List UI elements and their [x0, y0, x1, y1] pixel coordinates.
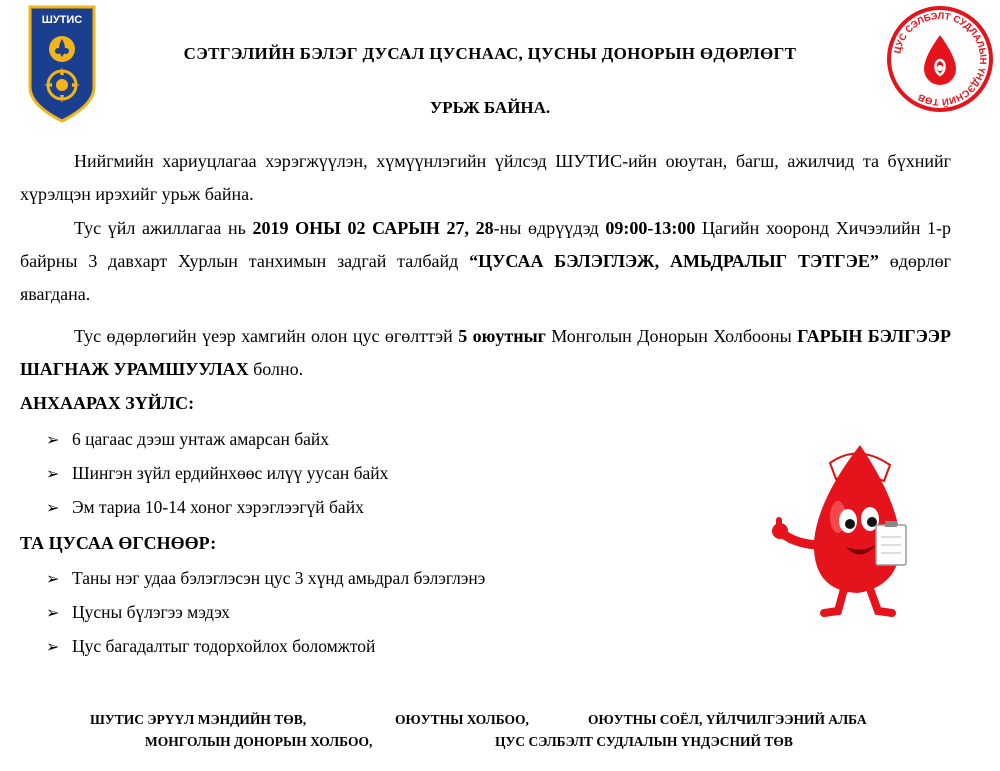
benefits-heading: ТА ЦУСАА ӨГСНӨӨР: — [20, 533, 217, 553]
footer-org-transfusion-center: ЦУС СЭЛБЭЛТ СУДЛАЛЫН ҮНДЭСНИЙ ТӨВ — [495, 734, 793, 749]
benefit-item: ➢ Таны нэг удаа бэлэглэсэн цус 3 хүнд амьдрал бэлэглэнэ — [46, 568, 486, 588]
blood-drop-mascot-icon — [768, 425, 938, 620]
footer-org-donor-association: МОНГОЛЫН ДОНОРЫН ХОЛБОО, — [145, 734, 373, 749]
arrow-bullet-icon: ➢ — [46, 569, 60, 588]
page-title-line1: СЭТГЭЛИЙН БЭЛЭГ ДУСАЛ ЦУСНААС, ЦУСНЫ ДОНОРЫН ӨДӨРЛӨГТ — [183, 44, 797, 63]
attention-item: ➢ Шингэн зүйл ердийнхөөс илүү уусан байх — [46, 463, 389, 483]
attention-item: ➢ 6 цагаас дээш унтаж амарсан байх — [46, 429, 330, 449]
university-logo-text: ШУТИС — [41, 14, 83, 26]
blood-center-logo — [886, 5, 994, 113]
footer-org-student-services: ОЮУТНЫ СОЁЛ, ҮЙЛЧИЛГЭЭНИЙ АЛБА — [588, 712, 867, 727]
arrow-bullet-icon: ➢ — [46, 464, 60, 483]
university-logo — [28, 5, 96, 123]
benefit-item: ➢ Цус багадалтыг тодорхойлох боломжтой — [46, 636, 376, 656]
footer-org-health-center: ШУТИС ЭРҮҮЛ МЭНДИЙН ТӨВ, — [90, 712, 307, 727]
arrow-bullet-icon: ➢ — [46, 498, 60, 517]
arrow-bullet-icon: ➢ — [46, 637, 60, 656]
benefit-item: ➢ Цусны бүлэгээ мэдэх — [46, 602, 230, 622]
arrow-bullet-icon: ➢ — [46, 430, 60, 449]
footer-org-student-union: ОЮУТНЫ ХОЛБОО, — [395, 712, 529, 727]
paragraph-award: Тус өдөрлөгийн үеэр хамгийн олон цус өгөлттэй 5 оюутныг Монголын Донорын Холбооны ГАРЫН БЭЛГЭЭР ШАГНАЖ УРАМШУУЛАХ болно. — [20, 326, 951, 379]
event-slogan: “ЦУСАА БЭЛЭГЛЭЖ, АМЬДРАЛЫГ ТЭТГЭЕ” — [469, 251, 879, 271]
attention-heading: АНХААРАХ ЗҮЙЛС: — [20, 393, 195, 413]
event-date: 2019 ОНЫ 02 САРЫН 27, 28 — [252, 218, 494, 238]
award-text: ГАРЫН БЭЛГЭЭР ШАГНАЖ УРАМШУУЛАХ — [20, 326, 951, 379]
blood-center-logo-text: ЦУС СЭЛБЭЛТ СУДЛАЛЫН ҮНДЭСНИЙ ТӨВ — [892, 10, 989, 108]
event-time: 09:00-13:00 — [605, 218, 696, 238]
award-count: 5 оюутныг — [458, 326, 546, 346]
paragraph-event-details: Тус үйл ажиллагаа нь 2019 ОНЫ 02 САРЫН 27, 28-ны өдрүүдэд 09:00-13:00 Цагийн хооронд Хичээлийн 1-р байрны 3 давхарт Хурлын танхимын задгай талбайд “ЦУСАА БЭЛЭГЛЭЖ, АМЬДРАЛЫГ ТЭТГЭЕ” өдөрлөг явагдана. — [20, 218, 952, 304]
arrow-bullet-icon: ➢ — [46, 603, 60, 622]
attention-item: ➢ Эм тариа 10-14 хоног хэрэглээгүй байх — [46, 497, 364, 517]
page-title-line2: УРЬЖ БАЙНА. — [429, 98, 551, 117]
paragraph-invitation: Нийгмийн хариуцлагаа хэрэгжүүлэн, хүмүүнлэгийн үйлсэд ШУТИС-ийн оюутан, багш, ажилчид та бүхнийг хүрэлцэн ирэхийг урьж байна. — [20, 151, 951, 204]
